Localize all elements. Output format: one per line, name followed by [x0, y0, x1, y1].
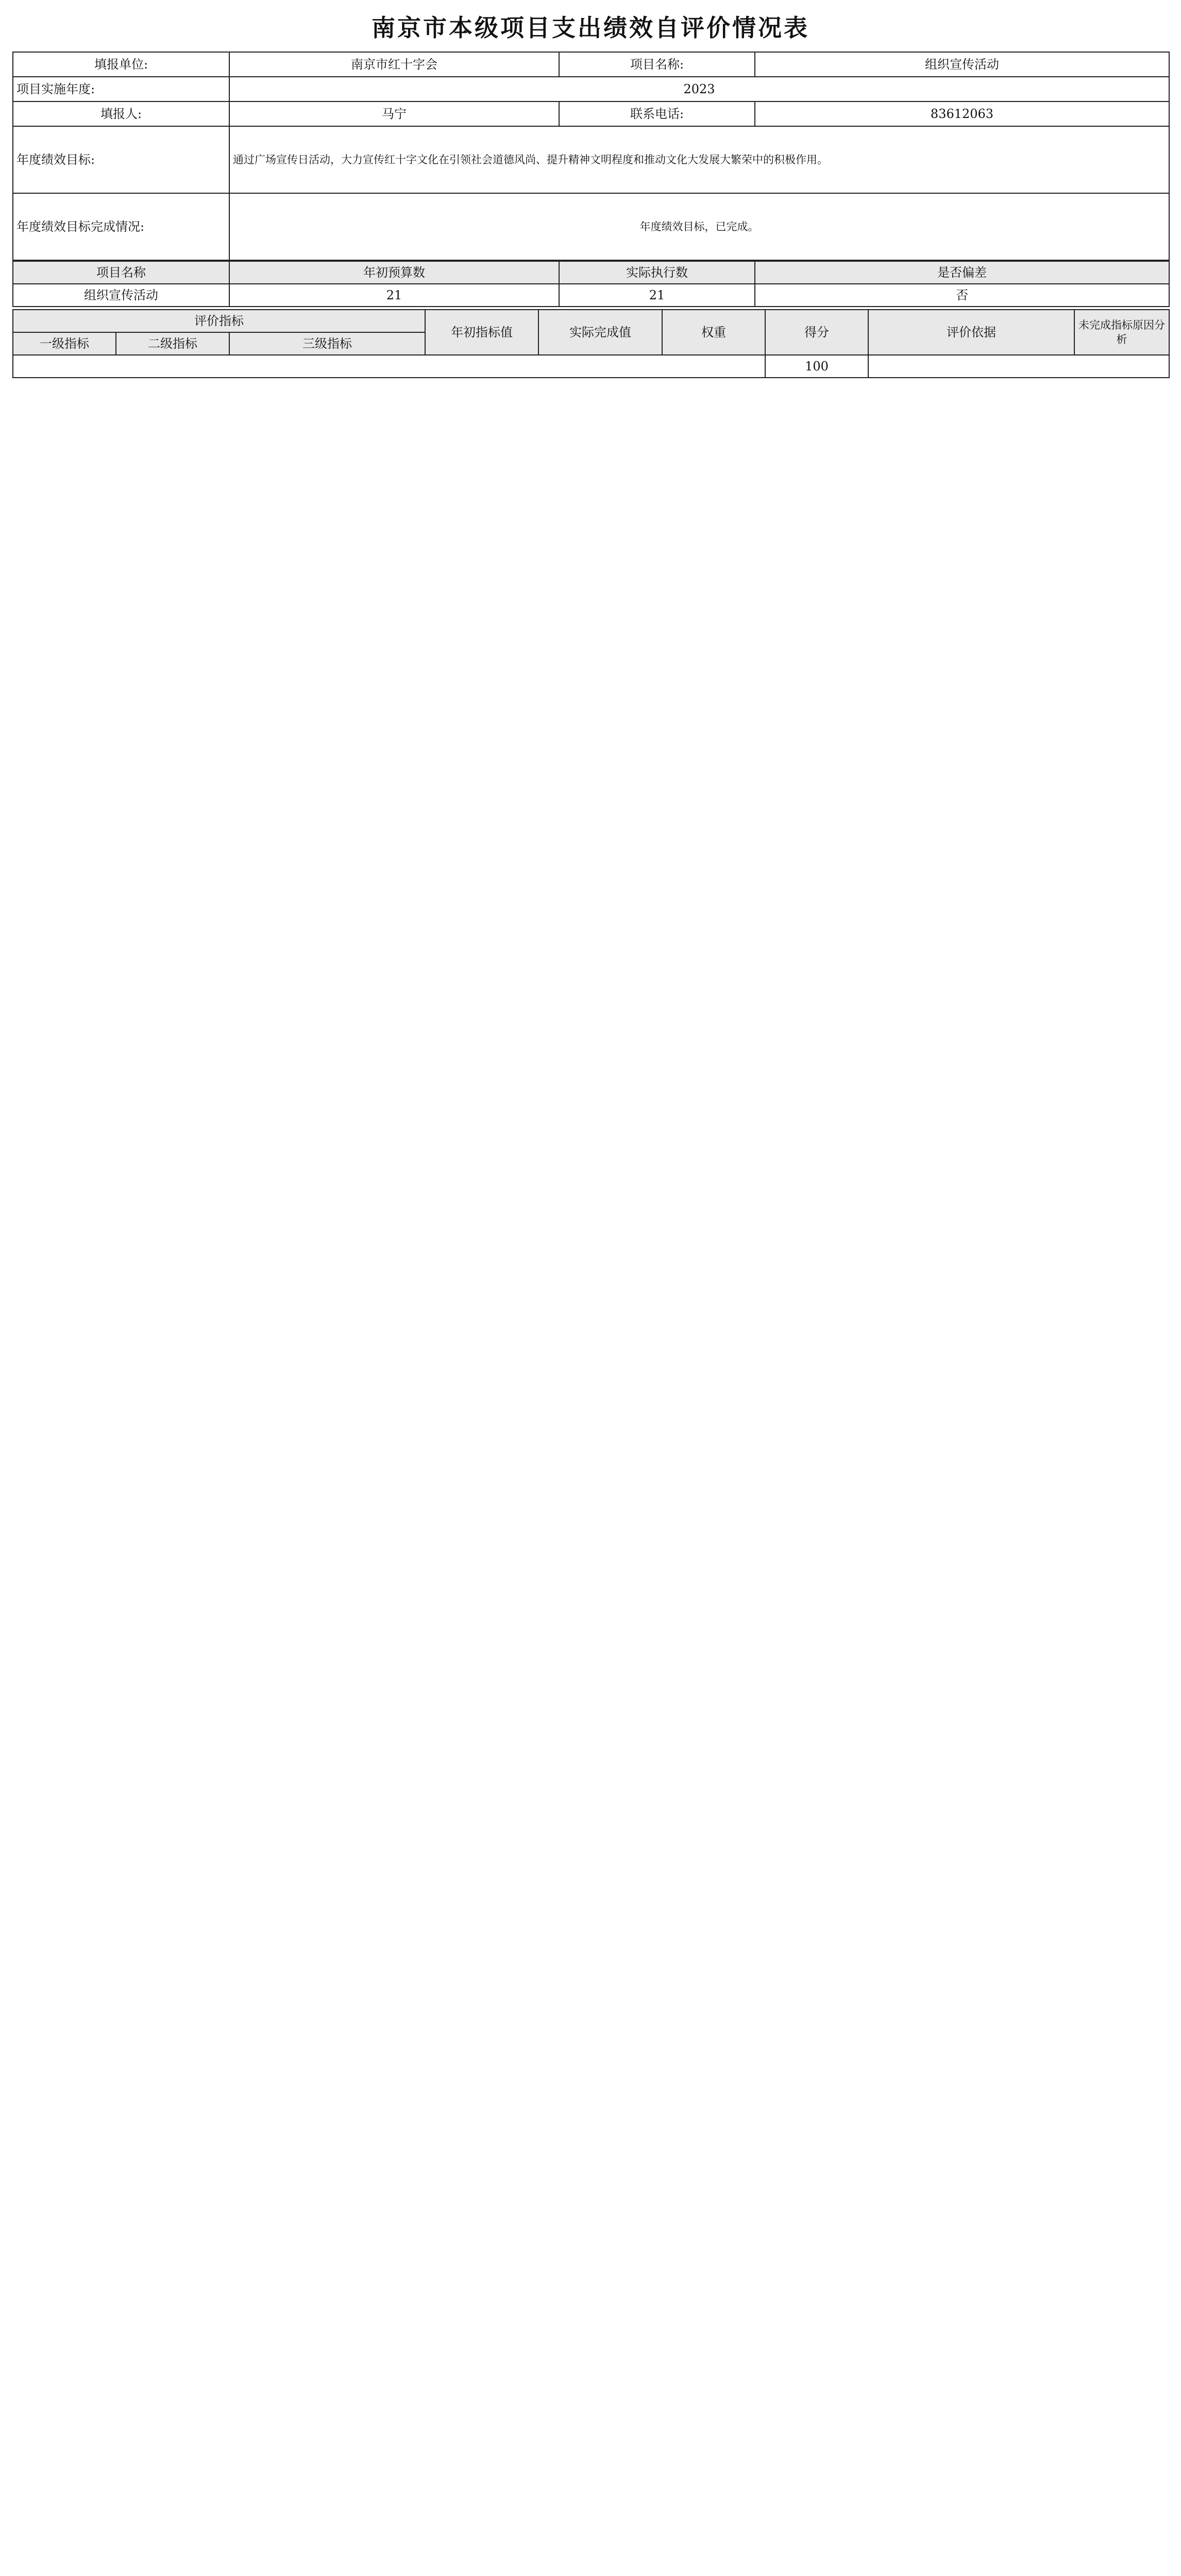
goal-label: 年度绩效目标:	[13, 126, 229, 193]
budget-h1: 项目名称	[13, 261, 229, 284]
l2-header: 二级指标	[116, 332, 229, 355]
budget-dev: 否	[755, 284, 1169, 307]
budget-h4: 是否偏差	[755, 261, 1169, 284]
indicator-table	[12, 309, 1170, 378]
phone-value: 83612063	[755, 101, 1169, 126]
budget-plan: 21	[229, 284, 559, 307]
weight-header: 权重	[662, 310, 765, 355]
total-row	[13, 355, 1169, 378]
l1-header: 一级指标	[13, 332, 116, 355]
person-value: 马宁	[229, 101, 559, 126]
done-label: 年度绩效目标完成情况:	[13, 193, 229, 260]
year-value: 2023	[229, 77, 1169, 101]
basis-header: 评价依据	[868, 310, 1074, 355]
done-value: 年度绩效目标，已完成。	[229, 193, 1169, 260]
page-title: 南京市本级项目支出绩效自评价情况表	[372, 14, 809, 42]
budget-name: 组织宣传活动	[13, 284, 229, 307]
budget-h2: 年初预算数	[229, 261, 559, 284]
total-score: 100	[765, 355, 868, 378]
budget-table	[12, 261, 1170, 307]
unit-value: 南京市红十字会	[229, 52, 559, 77]
person-label: 填报人:	[13, 101, 229, 126]
budget-h3: 实际执行数	[559, 261, 755, 284]
target-header: 年初指标值	[425, 310, 538, 355]
goal-value: 通过广场宣传日活动，大力宣传红十字文化在引领社会道德风尚、提升精神文明程度和推动文化大发展大繁荣中的积极作用。	[229, 126, 1169, 193]
unit-label: 填报单位:	[13, 52, 229, 77]
reason-header: 未完成指标原因分析	[1074, 310, 1169, 355]
phone-label: 联系电话:	[559, 101, 755, 126]
budget-actual: 21	[559, 284, 755, 307]
meta-table	[12, 52, 1170, 261]
year-label: 项目实施年度:	[13, 77, 229, 101]
l3-header: 三级指标	[229, 332, 425, 355]
project-name-value: 组织宣传活动	[755, 52, 1169, 77]
project-name-label: 项目名称:	[559, 52, 755, 77]
actual-header: 实际完成值	[538, 310, 662, 355]
score-header: 得分	[765, 310, 868, 355]
indicators-header: 评价指标	[13, 310, 425, 332]
